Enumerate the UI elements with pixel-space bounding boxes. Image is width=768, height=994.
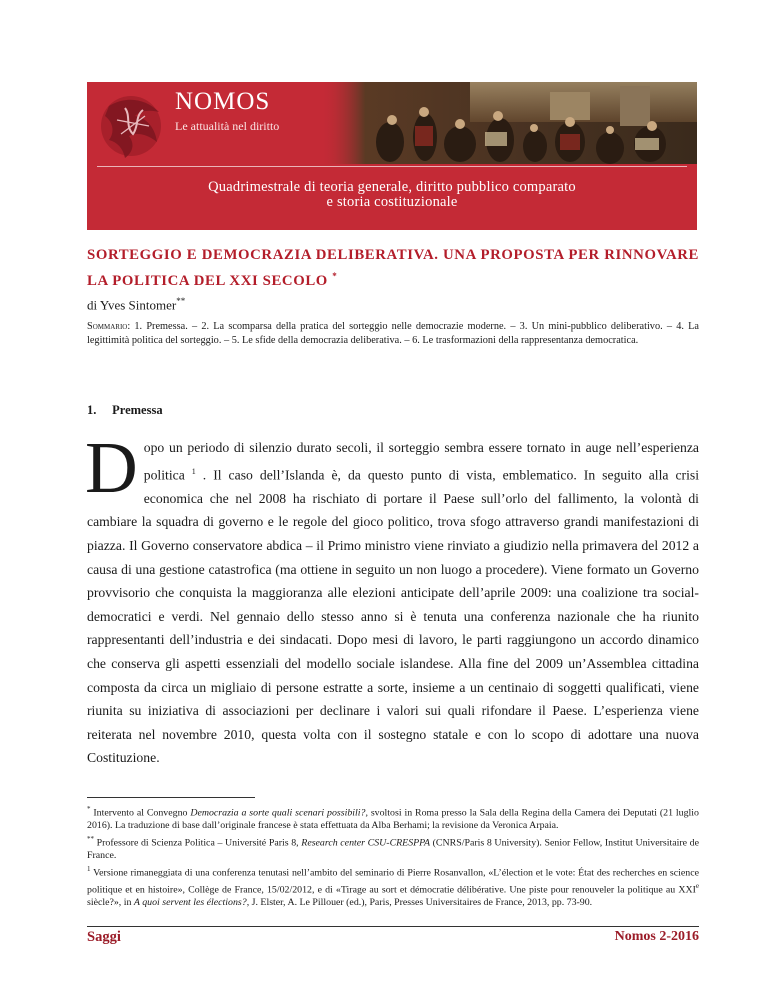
footnote-3-mark: 1: [87, 865, 91, 874]
footnote-3-text-mid: siècle?», in: [87, 896, 134, 908]
nomos-logo-emblem: [95, 86, 173, 162]
section-heading: [87, 403, 163, 418]
footnote-3-italic: A quoi servent les élections?: [133, 896, 247, 908]
footnote-1-text: Intervento al Convegno: [90, 807, 191, 819]
journal-subtitle: Le attualità nel diritto: [175, 119, 280, 133]
author-text: di Yves Sintomer: [87, 297, 177, 313]
tagline-line-1: Quadrimestrale di teoria generale, diritto pubblico comparato: [208, 179, 576, 195]
banner-divider: [97, 166, 687, 167]
footnote-1-text-end: , svoltosi in Roma presso la Sala della Regina della Camera dei Deputati (21 luglio 2016). La traduzione di base dall’originale francese è stata effettuata da Alba Berhami; la revisione da Veronica Arpaia.: [87, 807, 699, 831]
article-body-paragraph: [85, 427, 700, 770]
journal-title: NOMOS: [175, 88, 271, 115]
tagline-line-2: e storia costituzionale: [326, 194, 458, 210]
footnote-3-text: Versione rimaneggiata di una conferenza tenutasi nell’ambito del seminario di Pierre Rosanvallon, «L’élection et le vote: État des recherches en science politique et en histoire», Collège de France, 15/02/2012, e di «Tirage au sort et démocratie délibérative. Une piste pour renouveler la politique au XXI: [87, 867, 699, 896]
summary-label: Sommario:: [87, 321, 131, 332]
journal-tagline: [87, 180, 697, 210]
article-title: [87, 245, 699, 292]
header-painting-image: [320, 82, 697, 164]
footnote-separator: [87, 797, 255, 798]
article-title-text: SORTEGGIO E DEMOCRAZIA DELIBERATIVA. UNA PROPOSTA PER RINNOVARE LA POLITICA DEL XXI SECOLO: [87, 247, 699, 289]
section-number: 1.: [87, 403, 97, 417]
footer-issue-label: Nomos 2-2016: [614, 929, 699, 944]
footnote-3-superscript: e: [695, 881, 699, 890]
drop-cap-letter: D: [85, 427, 138, 508]
journal-banner: [87, 82, 697, 230]
body-text-part-2: . Il caso dell’Islanda è, da questo punto di vista, emblematico. In seguito alla crisi economica che nel 2008 ha rischiato di portare il Paese sull’orlo del fallimento, la volontà di cambiare la squadra di governo e le regole del gioco politico, trova sfogo attraverso grandi manifestazioni di piazza. Il Governo conservatore abdica – il Primo ministro viene rinviato a giudizio nella primavera del 2012 a causa di una gestione catastrofica (ma ottiene in seguito un non luogo a procedere). Viene formato un Governo provvisorio che conquista la maggioranza alle elezioni anticipate dell’aprile 2009: una coalizione tra social-democratici e verdi. Nel gennaio dello stesso anno si è tenuta una conferenza nazionale che ha riunito rappresentanti dell’industria e dei sindacati. Dopo mesi di lavoro, le parti raggiungono un accordo dinamico che conserva gli aspetti essenziali del modello sociale islandese. Alla fine del 2009 un’Assemblea cittadina composta da circa un migliaio di persone estratte a sorte, insieme a un centinaio di soggetti qualificati, viene riunita su iniziativa di associazioni per declinare i valori sui quali rifondare il Paese. L’esperienza viene reiterata nel novembre 2010, questa volta con il sostegno statale e con lo scopo di adottare una nuova Costituzione.: [87, 467, 700, 766]
footer-section-label: Saggi: [87, 929, 121, 945]
body-footnote-ref: 1: [191, 466, 196, 476]
table-of-contents-summary: [87, 320, 699, 347]
footnote-2-mark: **: [87, 835, 94, 844]
article-author: [87, 296, 185, 313]
footnote-1: [87, 803, 699, 832]
footnote-2-text-end: (CNRS/Paris 8 University). Senior Fellow, Institut Universitaire de France.: [87, 837, 700, 861]
title-footnote-mark: *: [332, 271, 338, 281]
footnote-2-italic: Research center CSU-CRESPPA: [301, 837, 430, 849]
footnote-1-mark: *: [87, 805, 91, 813]
section-title: Premessa: [112, 403, 163, 417]
author-footnote-mark: **: [176, 296, 186, 306]
body-text-part-1: opo un periodo di silenzio durato secoli, il sorteggio sembra essere tornato in auge nell’esperienza politica: [143, 440, 699, 483]
footnotes: [87, 803, 699, 910]
footnote-2: [87, 833, 699, 862]
page-footer: [87, 926, 699, 947]
footnote-3: [87, 863, 699, 909]
footnote-2-text: Professore di Scienza Politica – Université Paris 8,: [94, 837, 302, 849]
summary-text: 1. Premessa. – 2. La scomparsa della pratica del sorteggio nelle democrazie moderne. – 3. Un mini-pubblico deliberativo. – 4. La legittimità politica del sorteggio. – 5. Le sfide della democrazia deliberativa. – 6. Le trasformazioni della rappresentanza democratica.: [87, 321, 699, 346]
footnote-1-italic: Democrazia a sorte quali scenari possibili?: [190, 807, 366, 819]
footnote-3-text-end: , J. Elster, A. Le Pillouer (ed.), Paris, Presses Universitaires de France, 2013, pp. 73-90.: [246, 896, 593, 908]
